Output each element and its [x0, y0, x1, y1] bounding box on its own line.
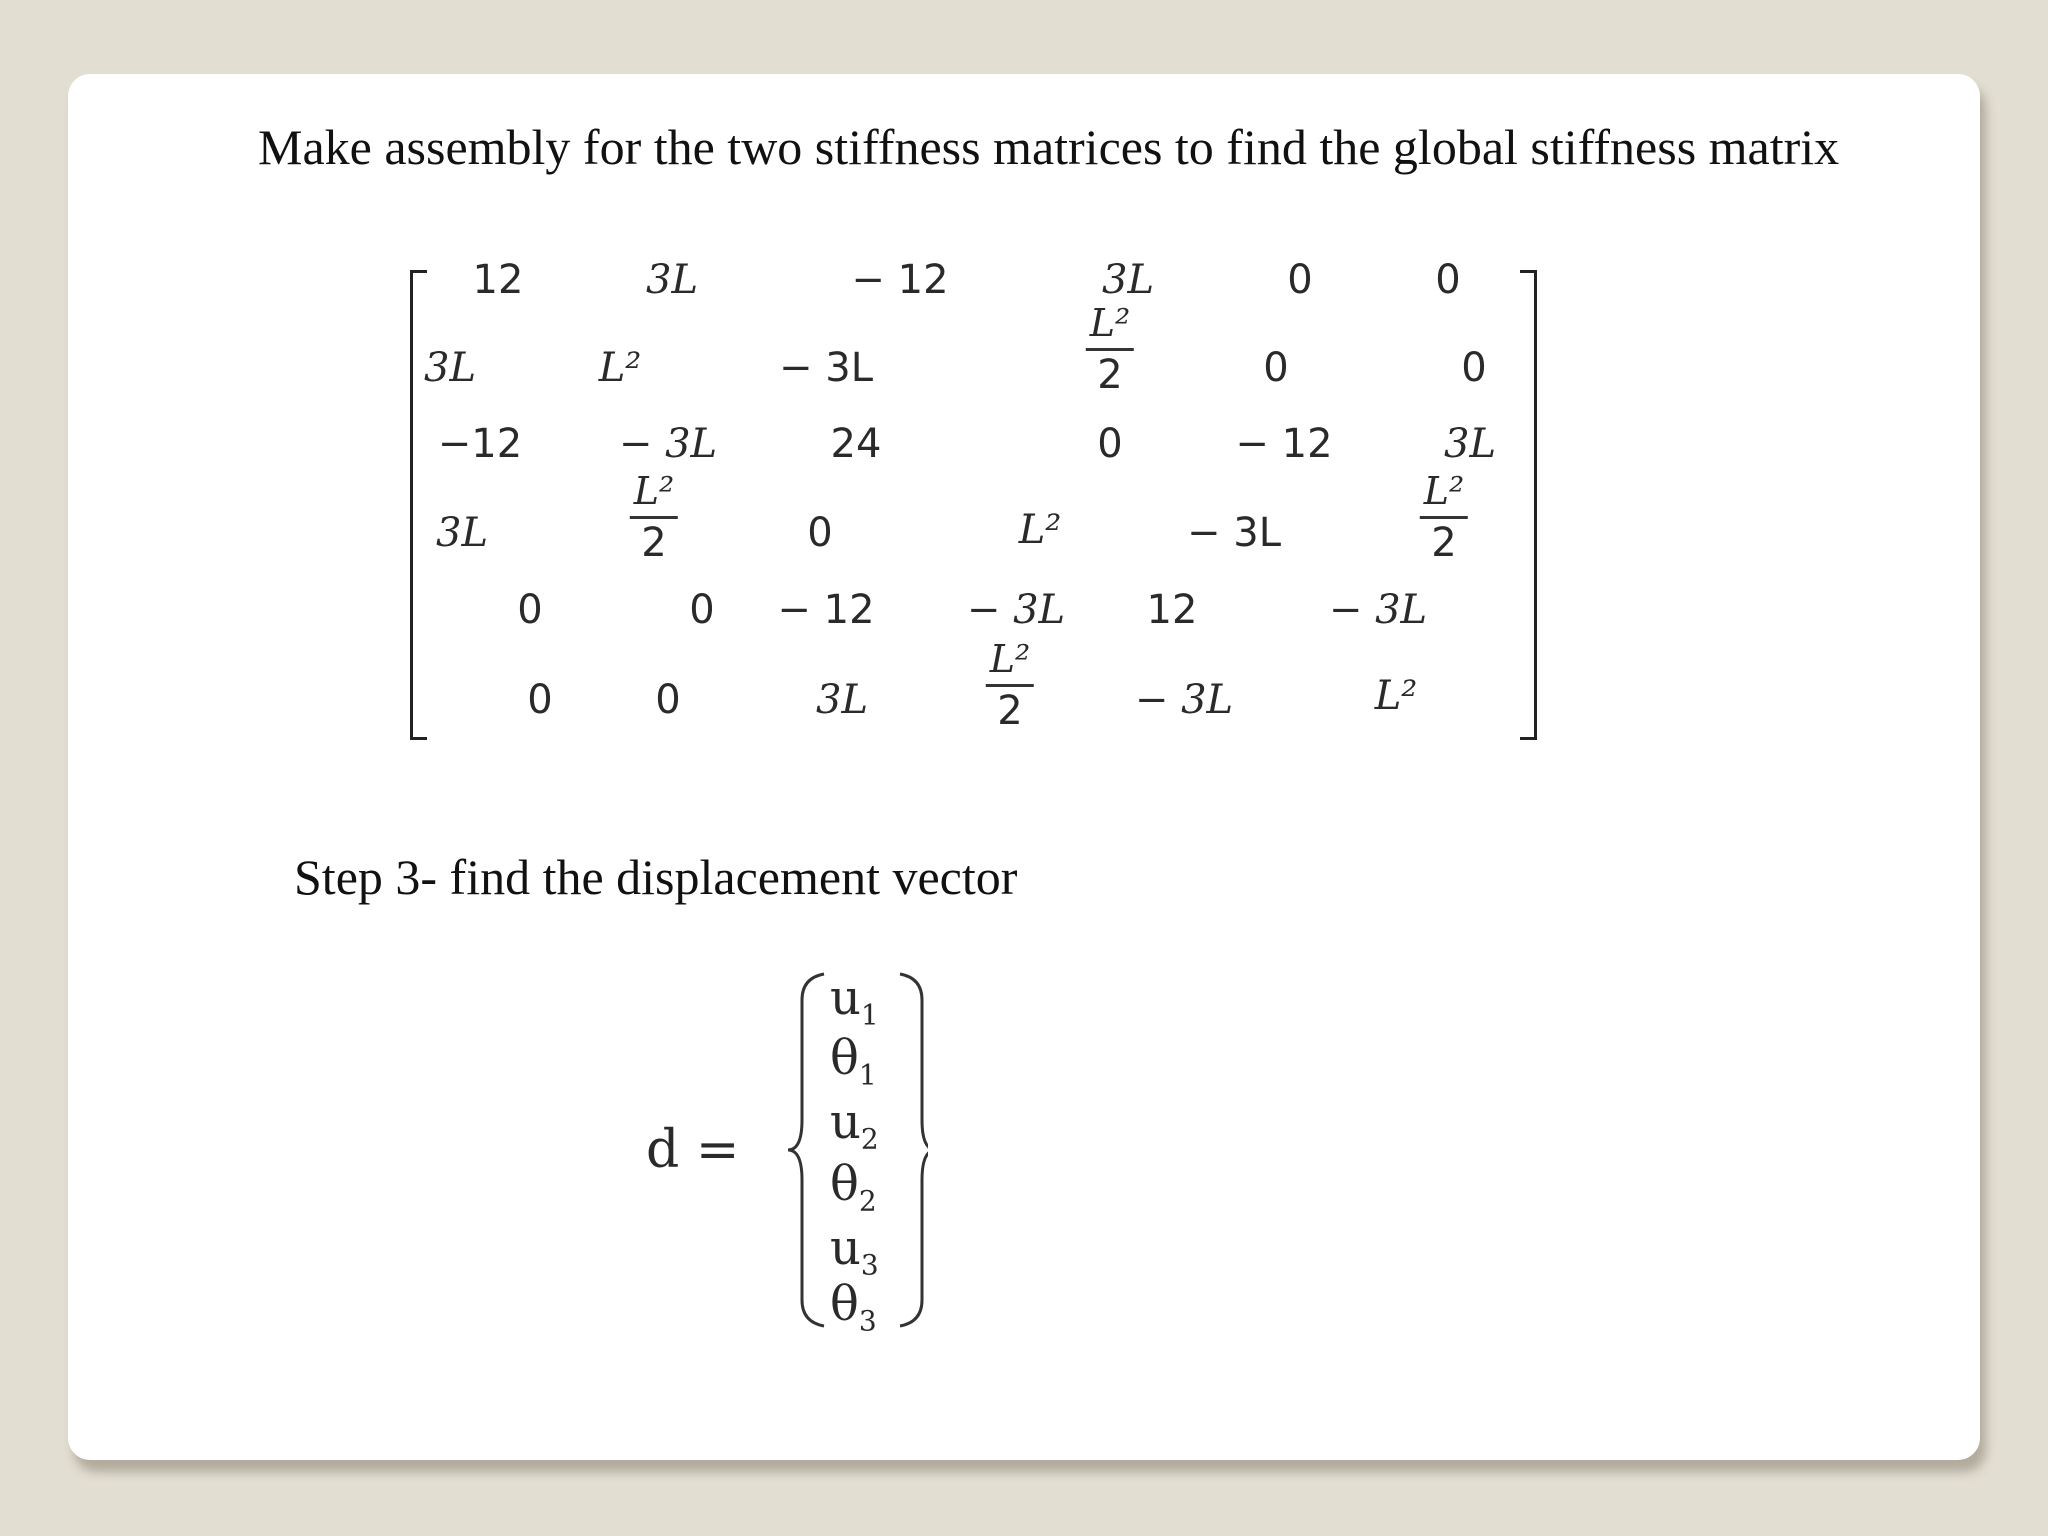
fraction-numerator: L² — [1089, 301, 1131, 345]
matrix-cell: 0 — [807, 510, 833, 556]
matrix-cell: L² — [1018, 507, 1062, 553]
matrix-fraction — [1420, 469, 1468, 566]
fraction-denominator: 2 — [997, 688, 1023, 734]
fraction-numerator: L² — [989, 637, 1031, 681]
matrix-cell: 0 — [655, 677, 681, 723]
matrix-cell: − 12 — [777, 587, 875, 633]
fraction-numerator: L² — [633, 469, 675, 513]
fraction-bar — [1086, 348, 1134, 351]
vector-entry: $u_2$ — [830, 1094, 879, 1156]
fraction-denominator: 2 — [641, 520, 667, 566]
fraction-bar — [630, 516, 678, 519]
matrix-cell: 0 — [689, 587, 715, 633]
matrix-cell: 3L — [645, 257, 699, 303]
matrix-cell: − 3L — [779, 345, 873, 391]
fraction-numerator: L² — [1423, 469, 1465, 513]
fraction-bar — [986, 684, 1034, 687]
matrix-cell: L² — [1374, 673, 1418, 719]
matrix-cell: 0 — [1461, 345, 1487, 391]
matrix-cell: 12 — [472, 257, 524, 303]
matrix-cell: − 12 — [851, 257, 949, 303]
fraction-bar — [1420, 516, 1468, 519]
matrix-cell: − 3L — [1134, 677, 1234, 723]
slide-card — [68, 74, 1980, 1460]
matrix-cell: − 12 — [1235, 421, 1333, 467]
vector-entry: $\theta_1$ — [830, 1030, 877, 1092]
vector-entry: $\theta_2$ — [830, 1156, 877, 1218]
matrix-right-bracket — [1520, 270, 1537, 740]
fraction-denominator: 2 — [1431, 520, 1457, 566]
matrix-cell: 0 — [1287, 257, 1313, 303]
displacement-vector — [800, 970, 940, 1350]
matrix-cell: 0 — [1263, 345, 1289, 391]
matrix-fraction — [630, 469, 678, 566]
displacement-label: d = — [646, 1120, 740, 1180]
vector-entry: $u_1$ — [830, 970, 879, 1032]
matrix-fraction — [986, 637, 1034, 734]
matrix-left-bracket — [410, 270, 427, 740]
fraction-denominator: 2 — [1097, 352, 1123, 398]
slide-heading: Make assembly for the two stiffness matrices to find the global stiffness matrix — [258, 119, 1840, 175]
matrix-cell: 3L — [815, 677, 869, 723]
matrix-cell: 12 — [1146, 587, 1198, 633]
matrix-cell: 3L — [435, 510, 489, 556]
matrix-cell: 0 — [527, 677, 553, 723]
matrix-cell: 0 — [1435, 257, 1461, 303]
matrix-cell: 0 — [517, 587, 543, 633]
matrix-cell: −12 — [437, 421, 523, 467]
matrix-cell: 3L — [423, 345, 477, 391]
vector-entry: $\theta_3$ — [830, 1276, 877, 1338]
matrix-cell: 3L — [1101, 257, 1155, 303]
matrix-cell: 0 — [1097, 421, 1123, 467]
step-heading: Step 3- find the displacement vector — [294, 849, 1018, 905]
matrix-fraction — [1086, 301, 1134, 398]
matrix-cell: − 3L — [1328, 587, 1428, 633]
matrix-cell: − 3L — [1187, 510, 1281, 556]
matrix-cell: − 3L — [966, 587, 1066, 633]
vector-entry: $u_3$ — [830, 1220, 879, 1282]
matrix-cell: 3L — [1443, 421, 1497, 467]
matrix-cell: − 3L — [618, 421, 718, 467]
matrix-cell: L² — [598, 345, 642, 391]
matrix-cell: 24 — [830, 421, 882, 467]
